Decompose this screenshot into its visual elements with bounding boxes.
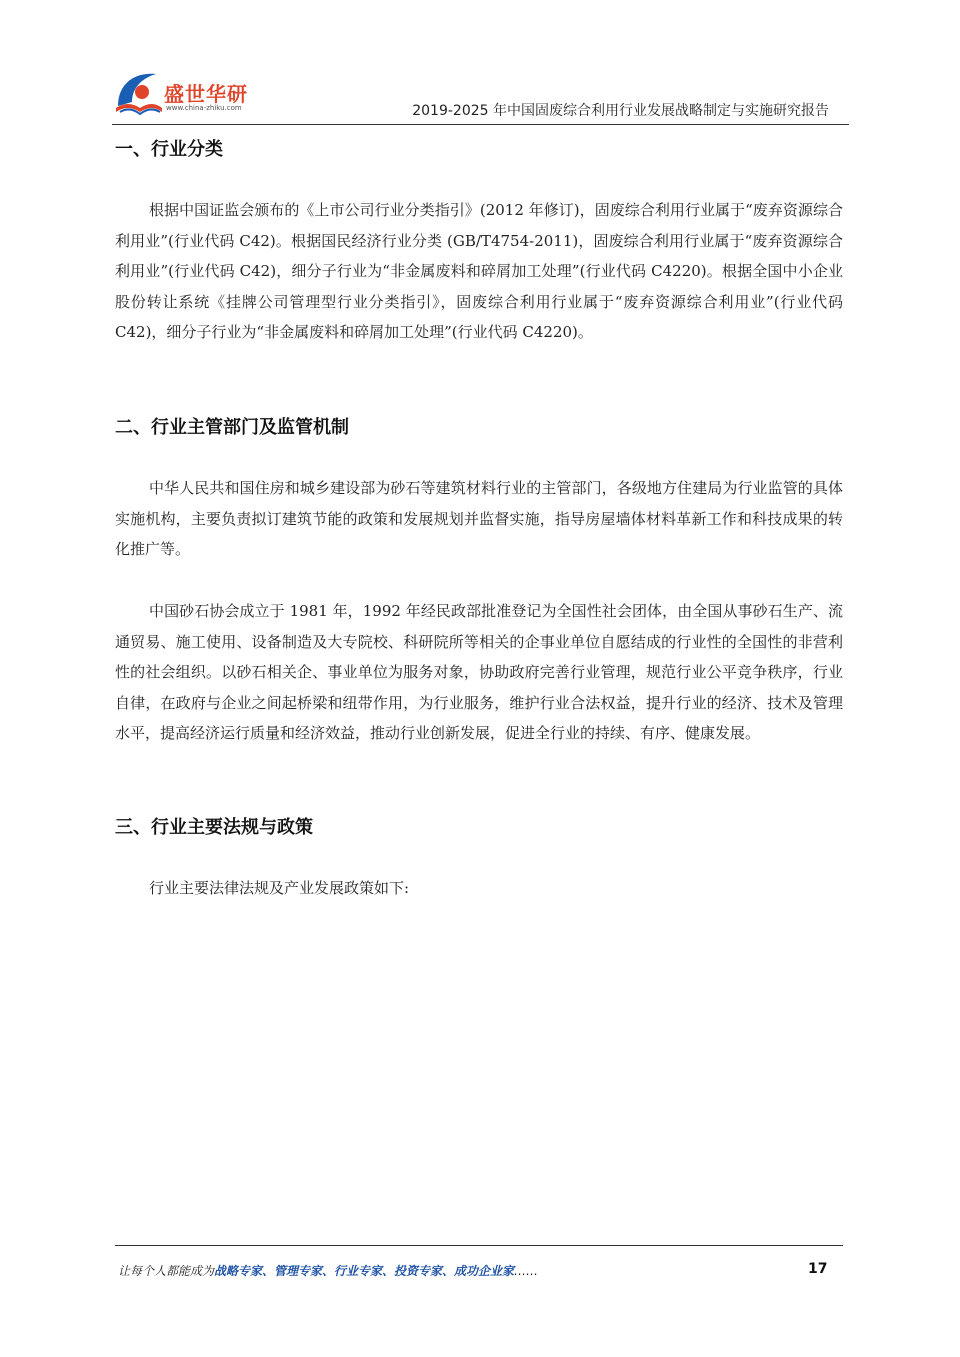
page-header (112, 62, 849, 126)
company-logo (112, 66, 252, 122)
slogan-highlight: 战略专家、管理专家、行业专家、投资专家、成功企业家 (214, 1264, 515, 1278)
slogan-suffix: …… (514, 1264, 539, 1278)
book-logo-icon (112, 66, 164, 118)
paragraph-classification: 根据中国证监会颁布的《上市公司行业分类指引》(2012 年修订)，固废综合利用行业属于“废弃资源综合利用业”(行业代码 C42)。根据国民经济行业分类 (GB/T4754-2011)，固废综合利用行业属于“废弃资源综合利用业”(行业代码 C42)，细分子行业为“非金属废料和碎屑加工处理”(行业代码 C4220)。根据全国中小企业股份转让系统《挂牌公司管理型行业分类指引》，固废综合利用行业属于“废弃资源综合利用业”(行业代码 C42)，细分子行业为“非金属废料和碎屑加工处理”(行业代码 C4220)。 (115, 201, 843, 342)
section-heading-classification: 一、行业分类 (115, 139, 223, 160)
section-heading-regulation: 二、行业主管部门及监管机制 (115, 417, 349, 438)
logo-url: www.china-zhiku.com (166, 104, 242, 112)
footer-slogan (118, 1262, 538, 1279)
logo-text: 盛世华研 (164, 82, 248, 106)
report-title: 2019-2025 年中国固废综合利用行业发展战略制定与实施研究报告 (412, 103, 829, 119)
paragraph-association: 中国砂石协会成立于 1981 年，1992 年经民政部批准登记为全国性社会团体，由全国从事砂石生产、流通贸易、施工使用、设备制造及大专院校、科研院所等相关的企事业单位自愿结成的行业性的全国性的非营利性的社会组织。以砂石相关企、事业单位为服务对象，协助政府完善行业管理，规范行业公平竞争秩序，行业自律，在政府与企业之间起桥梁和纽带作用，为行业服务，维护行业合法权益，提升行业的经济、技术及管理水平，提高经济运行质量和经济效益，推动行业创新发展，促进全行业的持续、有序、健康发展。 (115, 602, 843, 743)
header-divider (112, 124, 849, 125)
section-heading-policies: 三、行业主要法规与政策 (115, 817, 313, 838)
paragraph-authority: 中华人民共和国住房和城乡建设部为砂石等建筑材料行业的主管部门，各级地方住建局为行业监管的具体实施机构，主要负责拟订建筑节能的政策和发展规划并监督实施，指导房屋墙体材料革新工作和科技成果的转化推广等。 (115, 479, 843, 559)
slogan-prefix: 让每个人都能成为 (118, 1264, 215, 1278)
paragraph-policies-intro: 行业主要法律法规及产业发展政策如下: (149, 879, 410, 897)
footer-divider (115, 1245, 843, 1246)
page-number: 17 (808, 1261, 828, 1277)
